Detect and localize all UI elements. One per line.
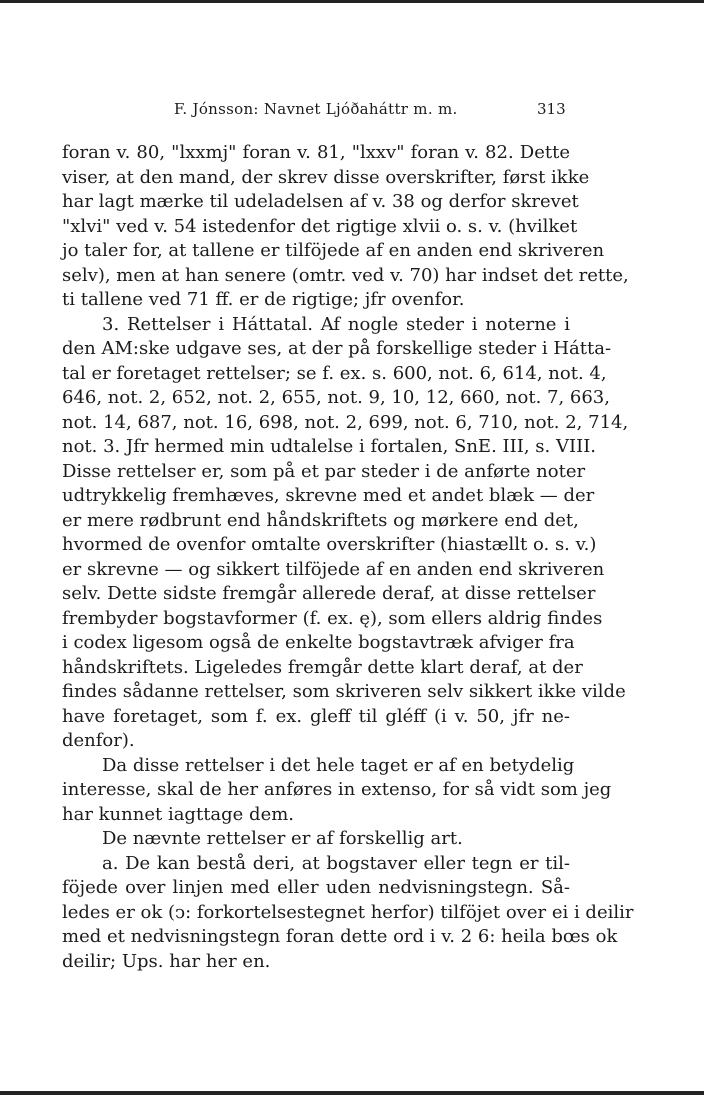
text-line: De nævnte rettelser er af forskellig art. — [102, 828, 463, 849]
bottom-border-rule — [0, 1091, 704, 1095]
text-line: frembyder bogstavformer (f. ex. ę), som ellers aldrig findes — [62, 607, 603, 629]
running-head: F. Jónsson: Navnet Ljóðaháttr m. m. — [174, 100, 458, 118]
top-border-rule — [0, 0, 704, 3]
text-line: denfor). — [62, 730, 135, 751]
text-line: hvormed de ovenfor omtalte overskrifter (hiastællt o. s. v.) — [62, 534, 597, 555]
text-line: med et nedvisningstegn foran dette ord i v. 2 6: heila bœs ok — [62, 926, 618, 947]
page-number: 313 — [537, 100, 566, 118]
text-line: not. 3. Jfr hermed min udtalelse i fortalen, SnE. III, s. VIII. — [62, 436, 597, 457]
text-line: tal er foretaget rettelser; se f. ex. s. 600, not. 6, 614, not. 4, — [62, 362, 607, 384]
text-line: deilir; Ups. har her en. — [62, 950, 271, 972]
text-line: selv), men at han senere (omtr. ved v. 70) har indset det rette, — [62, 264, 629, 286]
text-line: 646, not. 2, 652, not. 2, 655, not. 9, 10, 12, 660, not. 7, 663, — [62, 387, 610, 408]
section-heading-line: 3. Rettelser i Háttatal. Af nogle steder i noterne i — [102, 313, 570, 335]
text-line: Disse rettelser er, som på et par steder i de anførte noter — [62, 460, 586, 482]
text-line: selv. Dette sidste fremgår allerede deraf, at disse rettelser — [62, 583, 596, 604]
text-line: not. 14, 687, not. 16, 698, not. 2, 699, not. 6, 710, not. 2, 714, — [62, 411, 629, 433]
text-line: föjede over linjen med eller uden nedvisningstegn. Så- — [62, 877, 570, 898]
text-line: ti tallene ved 71 ff. er de rigtige; jfr ovenfor. — [62, 289, 465, 310]
text-line: er skrevne — og sikkert tilföjede af en anden end skriveren — [62, 558, 605, 580]
text-line: ledes er ok (ↄ: forkortelsestegnet herfor) tilföjet over ei i deilir — [62, 901, 634, 923]
text-line: viser, at den mand, der skrev disse overskrifter, først ikke — [62, 166, 590, 188]
text-line: interesse, skal de her anføres in extenso, for så vidt som jeg — [62, 779, 612, 800]
text-line: den AM:ske udgave ses, at der på forskellige steder i Hátta- — [62, 338, 612, 359]
text-line: håndskriftets. Ligeledes fremgår dette klart deraf, at der — [62, 656, 583, 678]
text-line: Da disse rettelser i det hele taget er af en betydelig — [102, 754, 575, 776]
text-line: har kunnet iagttage dem. — [62, 803, 295, 825]
text-line: a. De kan bestå deri, at bogstaver eller tegn er til- — [102, 852, 570, 874]
text-line: jo taler for, at tallene er tilföjede af en anden end skriveren — [62, 240, 605, 261]
text-line: "xlvi" ved v. 54 istedenfor det rigtige xlvii o. s. v. (hvilket — [62, 215, 578, 237]
text-line: udtrykkelig fremhæves, skrevne med et andet blæk — der — [62, 485, 595, 506]
text-line: har lagt mærke til udeladelsen af v. 38 og derfor skrevet — [62, 191, 579, 212]
text-line: findes sådanne rettelser, som skriveren selv sikkert ikke vilde — [62, 681, 626, 702]
text-line: foran v. 80, "lxxmj" foran v. 81, "lxxv" foran v. 82. Dette — [62, 142, 570, 163]
body-text — [62, 141, 634, 974]
text-line: i codex ligesom også de enkelte bogstavtræk afviger fra — [62, 632, 575, 653]
text-line: have foretaget, som f. ex. gleff til gléff (i v. 50, jfr ne- — [62, 705, 570, 727]
text-line: er mere rødbrunt end håndskriftets og mørkere end det, — [62, 509, 579, 531]
